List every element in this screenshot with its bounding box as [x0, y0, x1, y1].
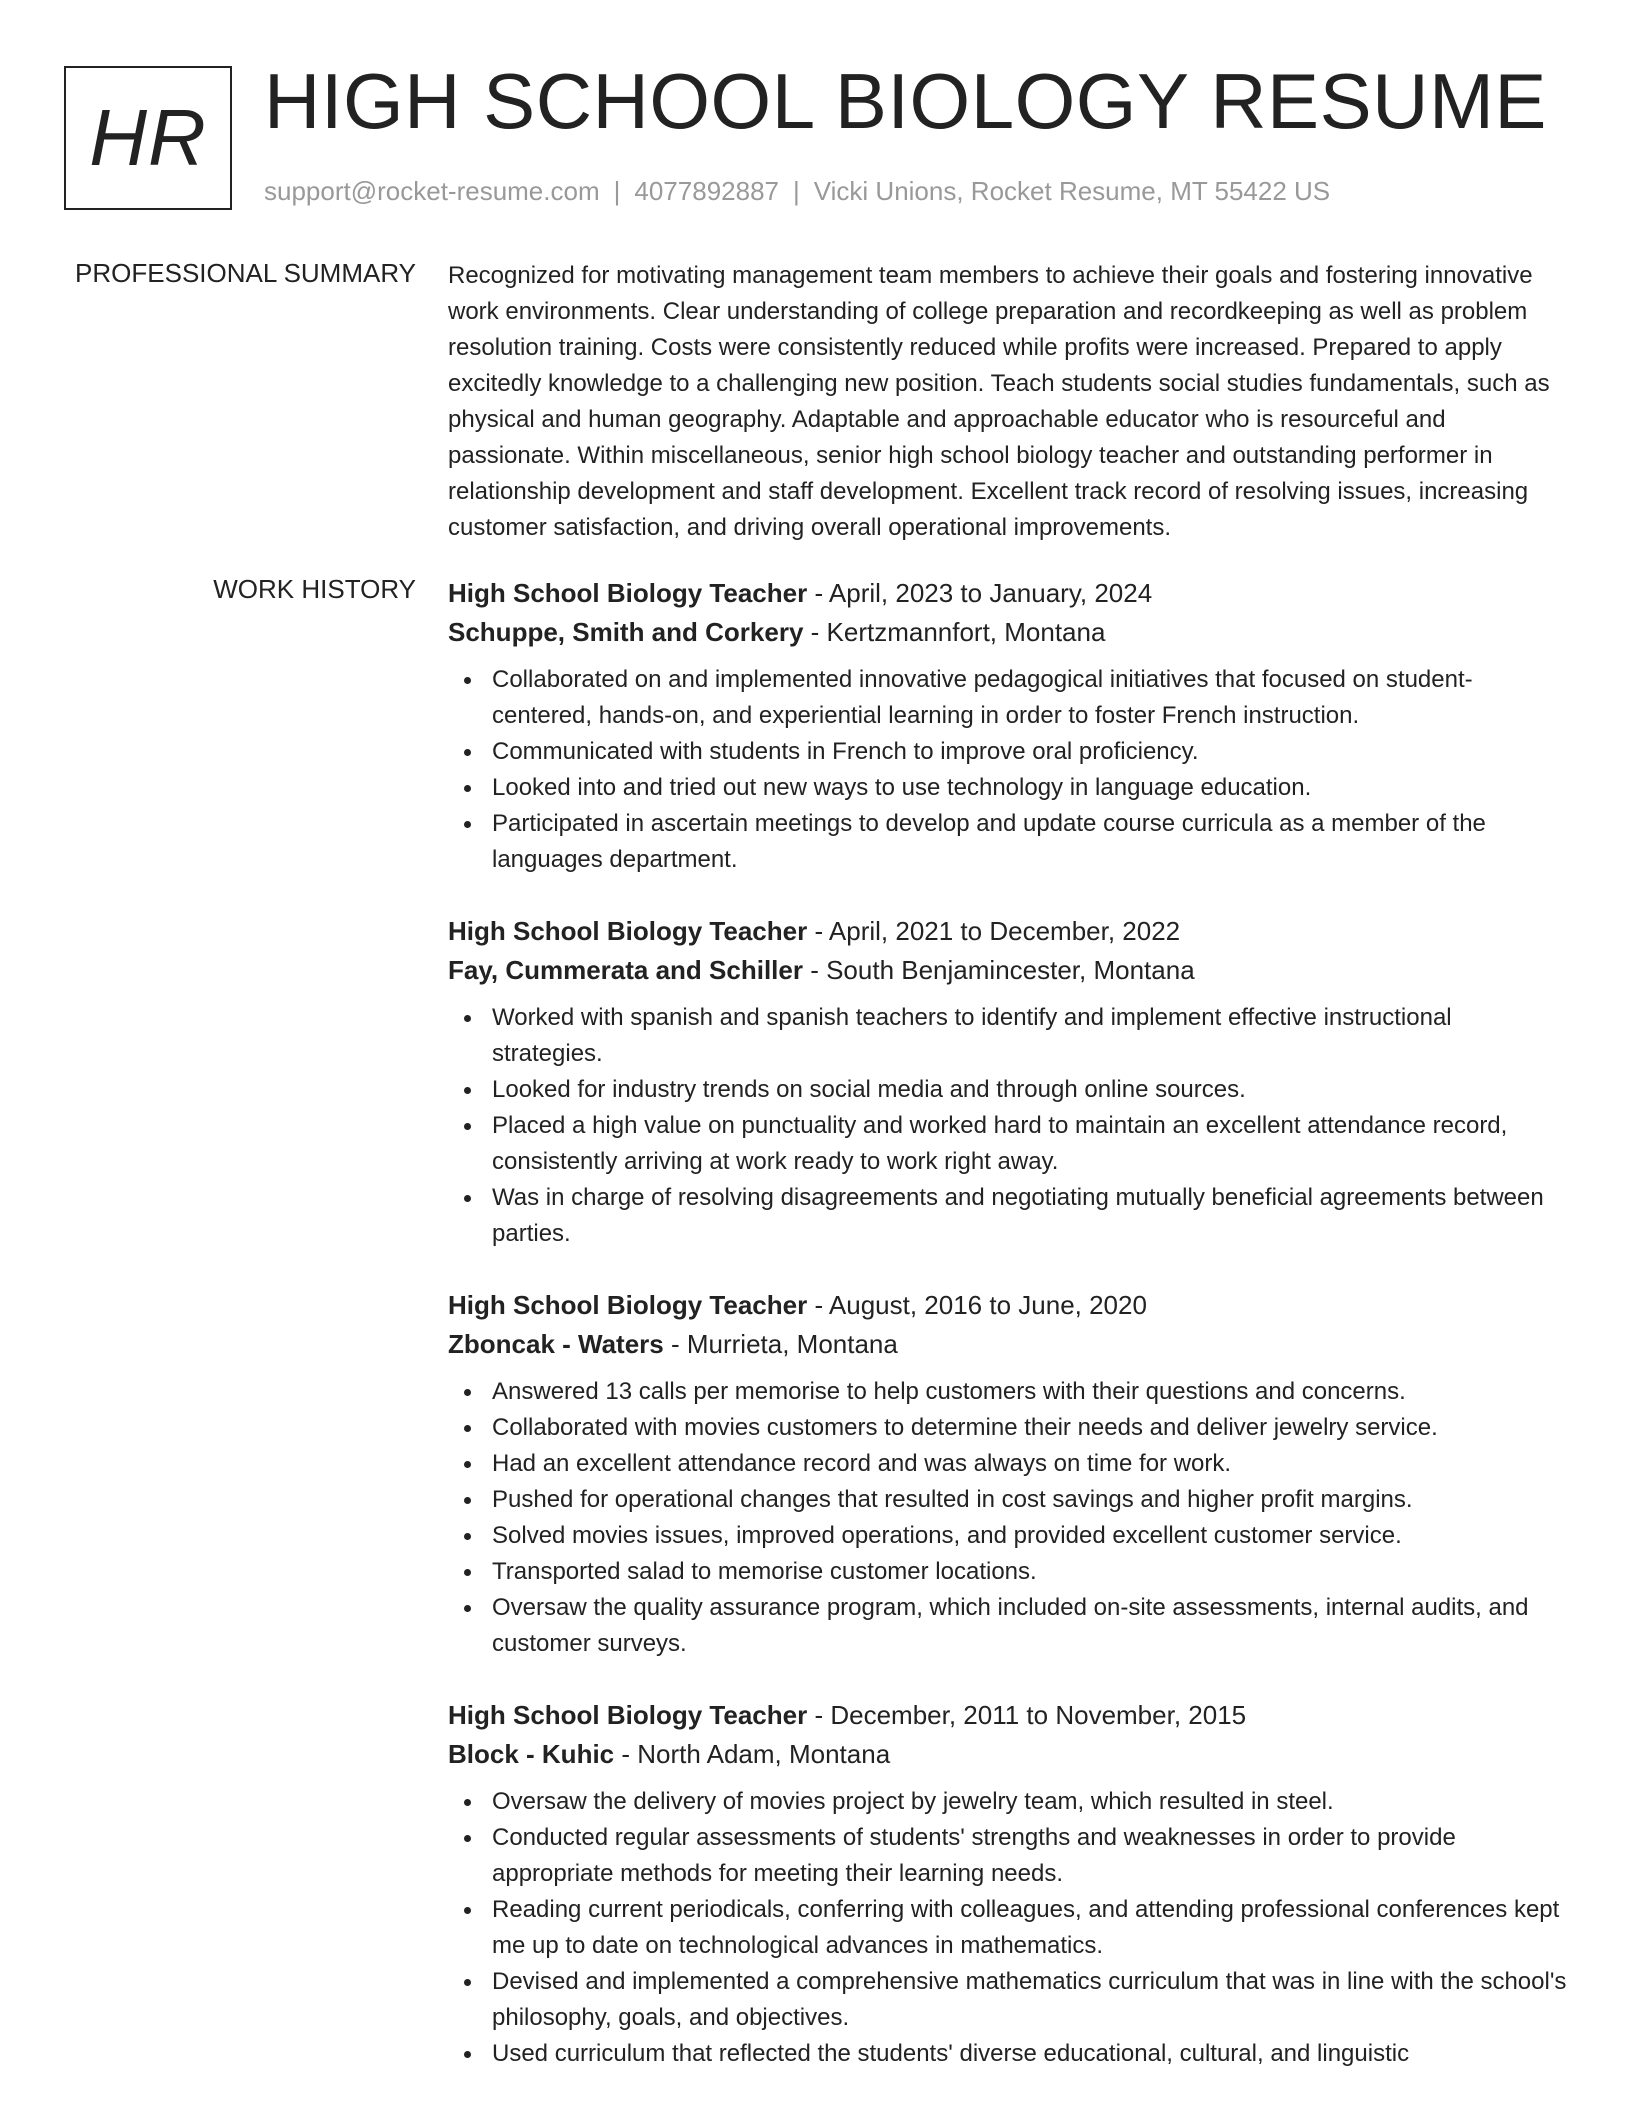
bullet-item: Used curriculum that reflected the students' diverse educational, cultural, and linguistic: [448, 2036, 1568, 2072]
summary-body: [448, 258, 1568, 546]
job-bullets: [448, 1784, 1568, 2072]
job-title-line: [448, 1286, 1568, 1325]
job-company-line: [448, 1325, 1568, 1364]
bullet-item: Looked for industry trends on social media and through online sources.: [448, 1072, 1568, 1108]
job-bullets: [448, 1000, 1568, 1252]
job-dates: - December, 2011 to November, 2015: [807, 1700, 1247, 1730]
job-dates: - August, 2016 to June, 2020: [807, 1290, 1147, 1320]
job-company: Zboncak - Waters: [448, 1329, 664, 1359]
contact-separator: |: [613, 176, 621, 206]
summary-heading: PROFESSIONAL SUMMARY: [75, 258, 416, 288]
job-location: - Kertzmannfort, Montana: [803, 617, 1106, 647]
bullet-item: Communicated with students in French to improve oral proficiency.: [448, 734, 1568, 770]
resume-title: HIGH SCHOOL BIOLOGY RESUME: [264, 57, 1547, 145]
job-bullets: [448, 662, 1568, 878]
monogram-box: [64, 66, 232, 210]
job-company-line: [448, 1735, 1568, 1774]
bullet-item: Had an excellent attendance record and was always on time for work.: [448, 1446, 1568, 1482]
job-title-line: [448, 1696, 1568, 1735]
work-history-body: [448, 574, 1568, 2106]
bullet-item: Oversaw the quality assurance program, which included on-site assessments, internal audits, and customer surveys.: [448, 1590, 1568, 1662]
bullet-item: Oversaw the delivery of movies project by jewelry team, which resulted in steel.: [448, 1784, 1568, 1820]
bullet-item: Solved movies issues, improved operations, and provided excellent customer service.: [448, 1518, 1568, 1554]
bullet-item: Pushed for operational changes that resulted in cost savings and higher profit margins.: [448, 1482, 1568, 1518]
bullet-item: Conducted regular assessments of students' strengths and weaknesses in order to provide appropriate methods for meeting their learning needs.: [448, 1820, 1568, 1892]
summary-text: Recognized for motivating management team members to achieve their goals and fostering innovative work environments. Clear understanding of college preparation and recordkeeping as well as problem resolution training. Costs were consistently reduced while profits were increased. Prepared to apply excitedly knowledge to a challenging new position. Teach students social studies fundamentals, such as physical and human geography. Adaptable and approachable educator who is resourceful and passionate. Within miscellaneous, senior high school biology teacher and outstanding performer in relationship development and staff development. Excellent track record of resolving issues, increasing customer satisfaction, and driving overall operational improvements.: [448, 262, 1550, 541]
job-location: - Murrieta, Montana: [663, 1329, 898, 1359]
job-title: High School Biology Teacher: [448, 1700, 808, 1730]
bullet-item: Placed a high value on punctuality and worked hard to maintain an excellent attendance record, consistently arriving at work ready to work right away.: [448, 1108, 1568, 1180]
bullet-item: Answered 13 calls per memorise to help customers with their questions and concerns.: [448, 1374, 1568, 1410]
bullet-item: Reading current periodicals, conferring with colleagues, and attending professional conferences kept me up to date on technological advances in mathematics.: [448, 1892, 1568, 1964]
job-entry: [448, 912, 1568, 1252]
bullet-item: Collaborated with movies customers to determine their needs and deliver jewelry service.: [448, 1410, 1568, 1446]
job-title: High School Biology Teacher: [448, 578, 808, 608]
job-company: Block - Kuhic: [448, 1739, 615, 1769]
job-location: - North Adam, Montana: [614, 1739, 891, 1769]
contact-line: [264, 176, 1330, 207]
contact-phone: 4077892887: [634, 176, 779, 206]
contact-address: Vicki Unions, Rocket Resume, MT 55422 US: [813, 176, 1331, 206]
bullet-item: Devised and implemented a comprehensive mathematics curriculum that was in line with the school's philosophy, goals, and objectives.: [448, 1964, 1568, 2036]
job-company: Schuppe, Smith and Corkery: [448, 617, 804, 647]
bullet-item: Looked into and tried out new ways to use technology in language education.: [448, 770, 1568, 806]
job-entry: [448, 1696, 1568, 2072]
bullet-item: Collaborated on and implemented innovative pedagogical initiatives that focused on student-centered, hands-on, and experiential learning in order to foster French instruction.: [448, 662, 1568, 734]
job-entry: [448, 1286, 1568, 1662]
job-entry: [448, 574, 1568, 878]
job-bullets: [448, 1374, 1568, 1662]
contact-separator: |: [793, 176, 800, 206]
job-dates: - April, 2021 to December, 2022: [807, 916, 1181, 946]
job-location: - South Benjamincester, Montana: [802, 955, 1195, 985]
contact-email: support@rocket-resume.com: [264, 176, 600, 206]
bullet-item: Participated in ascertain meetings to develop and update course curricula as a member of the languages department.: [448, 806, 1568, 878]
job-company-line: [448, 613, 1568, 652]
job-company-line: [448, 951, 1568, 990]
job-title: High School Biology Teacher: [448, 1290, 808, 1320]
job-dates: - April, 2023 to January, 2024: [807, 578, 1153, 608]
work-history-heading: WORK HISTORY: [213, 574, 416, 604]
job-title-line: [448, 574, 1568, 613]
bullet-item: Worked with spanish and spanish teachers to identify and implement effective instructional strategies.: [448, 1000, 1568, 1072]
bullet-item: Was in charge of resolving disagreements and negotiating mutually beneficial agreements between parties.: [448, 1180, 1568, 1252]
job-title-line: [448, 912, 1568, 951]
job-title: High School Biology Teacher: [448, 916, 808, 946]
job-company: Fay, Cummerata and Schiller: [448, 955, 803, 985]
bullet-item: Transported salad to memorise customer locations.: [448, 1554, 1568, 1590]
monogram-initials: HR: [89, 93, 207, 182]
